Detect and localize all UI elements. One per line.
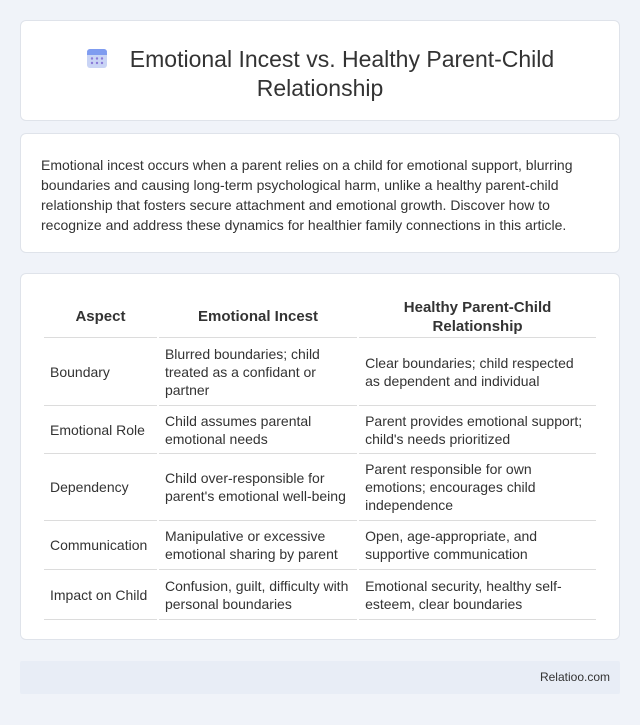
header-healthy-relationship: Healthy Parent-Child Relationship — [359, 296, 596, 338]
cell-aspect: Impact on Child — [44, 570, 157, 620]
table-row — [44, 454, 596, 521]
calendar-icon — [86, 47, 108, 69]
table-row — [44, 570, 596, 620]
cell-emotional-incest: Manipulative or excessive emotional sharing by parent — [159, 521, 357, 570]
page-title-wrap — [21, 45, 619, 103]
cell-aspect: Emotional Role — [44, 406, 157, 454]
cell-aspect: Communication — [44, 521, 157, 570]
table-row — [44, 406, 596, 454]
cell-emotional-incest: Child assumes parental emotional needs — [159, 406, 357, 454]
cell-healthy: Emotional security, healthy self-esteem, clear boundaries — [359, 570, 596, 620]
cell-aspect: Dependency — [44, 454, 157, 521]
cell-healthy: Parent responsible for own emotions; encourages child independence — [359, 454, 596, 521]
intro-card — [20, 133, 620, 253]
cell-emotional-incest: Child over-responsible for parent's emotional well-being — [159, 454, 357, 521]
cell-healthy: Parent provides emotional support; child's needs prioritized — [359, 406, 596, 454]
cell-healthy: Clear boundaries; child respected as dependent and individual — [359, 338, 596, 406]
page-title: Emotional Incest vs. Healthy Parent-Child Relationship — [129, 46, 555, 101]
comparison-table-card — [20, 273, 620, 640]
cell-healthy: Open, age-appropriate, and supportive communication — [359, 521, 596, 570]
comparison-table — [42, 296, 598, 620]
footer-bar — [20, 661, 620, 694]
cell-aspect: Boundary — [44, 338, 157, 406]
cell-emotional-incest: Blurred boundaries; child treated as a confidant or partner — [159, 338, 357, 406]
table-row — [44, 338, 596, 406]
header-aspect: Aspect — [44, 296, 157, 338]
table-header-row — [44, 296, 596, 338]
cell-emotional-incest: Confusion, guilt, difficulty with personal boundaries — [159, 570, 357, 620]
footer-brand[interactable]: Relatioo.com — [539, 670, 610, 684]
intro-paragraph: Emotional incest occurs when a parent relies on a child for emotional support, blurring boundaries and causing long-term psychological harm, unlike a healthy parent-child relationship that fosters secure attachment and emotional growth. Discover how to recognize and address these dynamics for healthier family connections in this article. — [41, 157, 573, 233]
table-row — [44, 521, 596, 570]
header-emotional-incest: Emotional Incest — [159, 296, 357, 338]
title-card — [20, 20, 620, 121]
